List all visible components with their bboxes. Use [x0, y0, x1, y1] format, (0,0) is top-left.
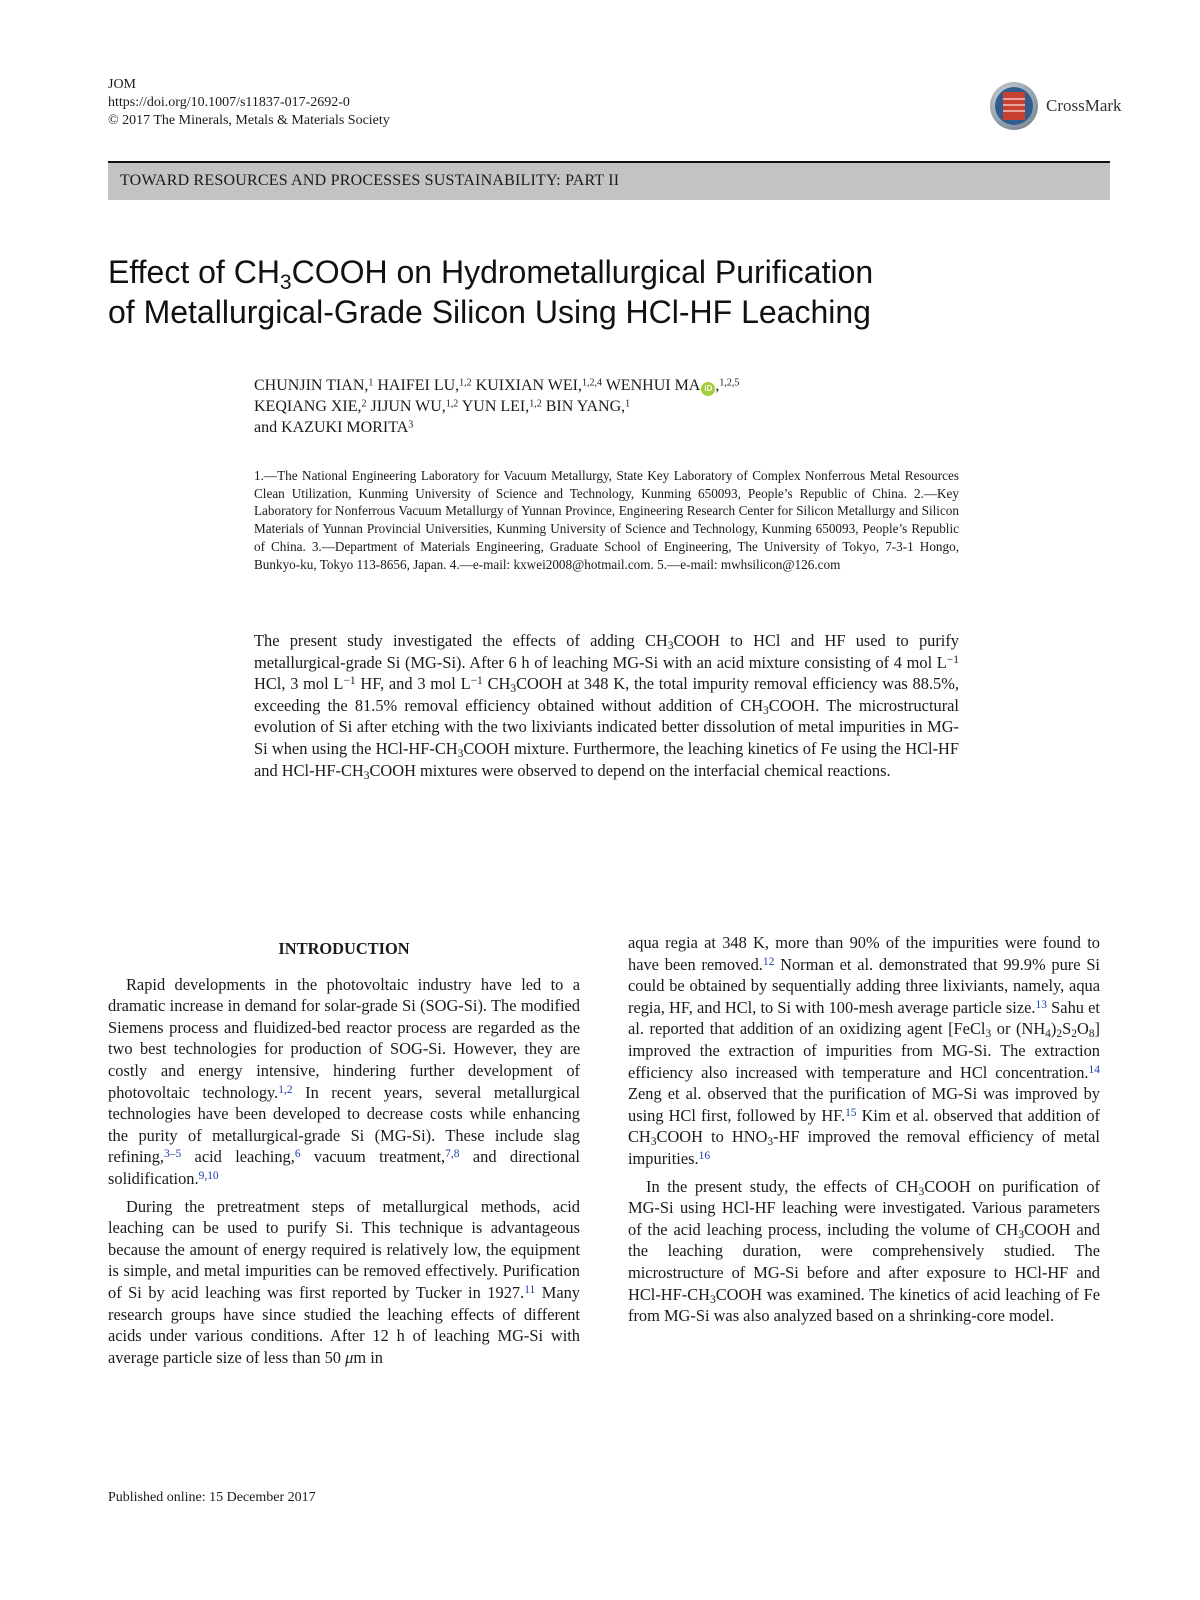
author-name: BIN YANG, — [545, 398, 626, 415]
citation-link[interactable]: 3–5 — [163, 1148, 182, 1161]
intro-paragraph-2: During the pretreatment steps of metallurgical methods, acid leaching can be used to purify Si. This technique is advantageous because the amount of energy required is relatively low, the equipment is simple, and metal impurities can be removed effectively. Purification of Si by acid leaching was first reported by Tucker in 1927.11 Many research groups have since studied the leaching effects of different acids under various conditions. After 12 h of leaching MG-Si with average particle size of less than 50 μm in — [108, 1196, 580, 1367]
orcid-icon[interactable]: iD — [701, 382, 715, 396]
copyright-notice: © 2017 The Minerals, Metals & Materials Society — [108, 113, 390, 128]
author-name: YUN LEI, — [461, 398, 530, 415]
crossmark-label: CrossMark — [1046, 96, 1122, 115]
topic-banner: TOWARD RESOURCES AND PROCESSES SUSTAINABILITY: PART II — [108, 161, 1110, 200]
article-title: Effect of $CH_3COOH$ on Hydrometallurgical Purification of Metallurgical-Grade Silicon Using HCl-HF Leaching — [108, 254, 874, 330]
publication-date: Published online: 15 December 2017 — [108, 1490, 316, 1505]
abstract: The present study investigated the effects of adding $CH_3COOH$ to HCl and HF used to purify metallurgical-grade Si (MG-Si). After 6 h of leaching MG-Si with an acid mixture consisting of 4 mol $L^{-1}$ HCl, 3 mol $L^{-1}$ HF, and 3 mol $L^{-1}$ $CH_3COOH$ at 348 K, the total impurity removal efficiency was 88.5%, exceeding the 81.5% removal efficiency obtained without addition of $CH_3COOH$. The microstructural evolution of Si after etching with the two lixiviants indicated better dissolution of metal impurities in MG-Si when using the HCl-$HF-CH_3COOH$ mixture. Furthermore, the leaching kinetics of Fe using the HCl-HF and HCl-$HF-CH_3COOH$ mixtures were observed to depend on the interfacial chemical reactions. — [254, 631, 959, 782]
intro-paragraph-2-continued: aqua regia at 348 K, more than 90% of the impurities were found to have been removed.$^{12}$ Norman et al. demonstrated that 99.9% pure Si could be obtained by sequentially adding three lixiviants, namely, aqua regia, HF, and HCl, to Si with 100-mesh average particle size.$^{13}$ Sahu et al. reported that addition of an oxidizing agent [FeCl$_3$ or $(NH_4)_2S_2O_8$] improved the extraction of impurities from MG-Si. The extraction efficiency also increased with temperature and HCl concentration.$^{14}$ Zeng et al. observed that the purification of MG-Si was improved by using HCl first, followed by HF.$^{15}$ Kim et al. observed that addition of $CH_3COOH$ to $HNO_3-HF$ improved the removal efficiency of metal impurities.$^{16}$ — [628, 933, 1101, 1168]
intro-paragraph-1: Rapid developments in the photovoltaic industry have led to a dramatic increase in demand for solar-grade Si (SOG-Si). The modified Siemens process and fluidized-bed reactor process are regarded as the two best technologies for production of SOG-Si. However, they are costly and energy intensive, hindering further development of photovoltaic technology.$^{1,2}$ In recent years, several metallurgical technologies have been developed to decrease costs while enhancing the purity of metallurgical-grade Si (MG-Si). These include slag refining,$^{3-5}$ acid leaching,$^6$ vacuum treatment,$^{7,8}$ and directional solidification.$^{9,10}$ — [108, 974, 581, 1188]
author-name: JIJUN WU, — [370, 398, 446, 415]
affiliations: 1.—The National Engineering Laboratory for Vacuum Metallurgy, State Key Laboratory of Complex Nonferrous Metal Resources Clean Utilization, Kunming University of Science and Technology, Kunming 650093, People’s Republic of China. 2.—Key Laboratory for Nonferrous Vacuum Metallurgy of Yunnan Province, Engineering Research Center for Silicon Metallurgy and Silicon Materials of Yunnan Provincial Universities, Kunming University of Science and Technology, Kunming 650093, People’s Republic of China. 3.—Department of Materials Engineering, Graduate School of Engineering, The University of Tokyo, 7-3-1 Hongo, Bunkyo-ku, Tokyo 113-8656, Japan. 4.—e-mail: kxwei2008@hotmail.com. 5.—e-mail: mwhsilicon@126.com — [254, 468, 959, 572]
crossmark-icon — [990, 82, 1038, 130]
author-name: WENHUI MA — [605, 377, 701, 394]
citation-link[interactable]: 12 — [762, 955, 775, 968]
citation-link[interactable]: 13 — [1035, 998, 1047, 1011]
citation-link[interactable]: 11 — [524, 1283, 536, 1296]
section-heading-introduction: INTRODUCTION — [278, 939, 410, 958]
citation-link[interactable]: 16 — [698, 1149, 711, 1162]
citation-link[interactable]: 9,10 — [198, 1169, 219, 1182]
journal-name: JOM — [108, 77, 137, 92]
author-name: HAIFEI LU, — [377, 377, 460, 394]
author-name: KEQIANG XIE, — [254, 398, 362, 415]
intro-paragraph-3: In the present study, the effects of $CH_3COOH$ on purification of MG-Si using HCl-HF leaching were investigated. Various parameters of the acid leaching process, including the volume of $CH_3COOH$ and the leaching duration, were comprehensively studied. The microstructure of MG-Si before and after exposure to HCl-HF and HCl-$HF-CH_3COOH$ was examined. The kinetics of acid leaching of Fe from MG-Si was also analyzed based on a shrinking-core model. — [628, 1176, 1100, 1326]
crossmark-badge[interactable] — [990, 82, 1140, 132]
citation-link[interactable]: 14 — [1088, 1063, 1100, 1076]
citation-link[interactable]: 7,8 — [445, 1148, 460, 1161]
author-name: and KAZUKI MORITA — [254, 419, 409, 436]
citation-link[interactable]: 6 — [294, 1148, 301, 1161]
author-list: CHUNJIN TIAN,$^1$ HAIFEI LU,$^{1,2}$ KUIXIAN WEI,$^{1,2,4}$ WENHUI MA iD ,$^{1,2,5}$ KEQIANG XIE,$^2$ JIJUN WU,$^{1,2}$ YUN LEI,$^{1,2}$ BIN YANG,$^1$ and KAZUKI MORITA$^3$ — [254, 377, 740, 436]
doi-link[interactable]: https://doi.org/10.1007/s11837-017-2692-0 — [108, 95, 350, 110]
citation-link[interactable]: 15 — [845, 1106, 857, 1119]
author-name: CHUNJIN TIAN, — [254, 377, 369, 394]
citation-link[interactable]: 1,2 — [278, 1083, 293, 1096]
author-name: KUIXIAN WEI, — [475, 377, 582, 394]
left-column — [108, 932, 580, 1374]
article-meta — [108, 76, 390, 130]
right-column — [628, 932, 1100, 1333]
